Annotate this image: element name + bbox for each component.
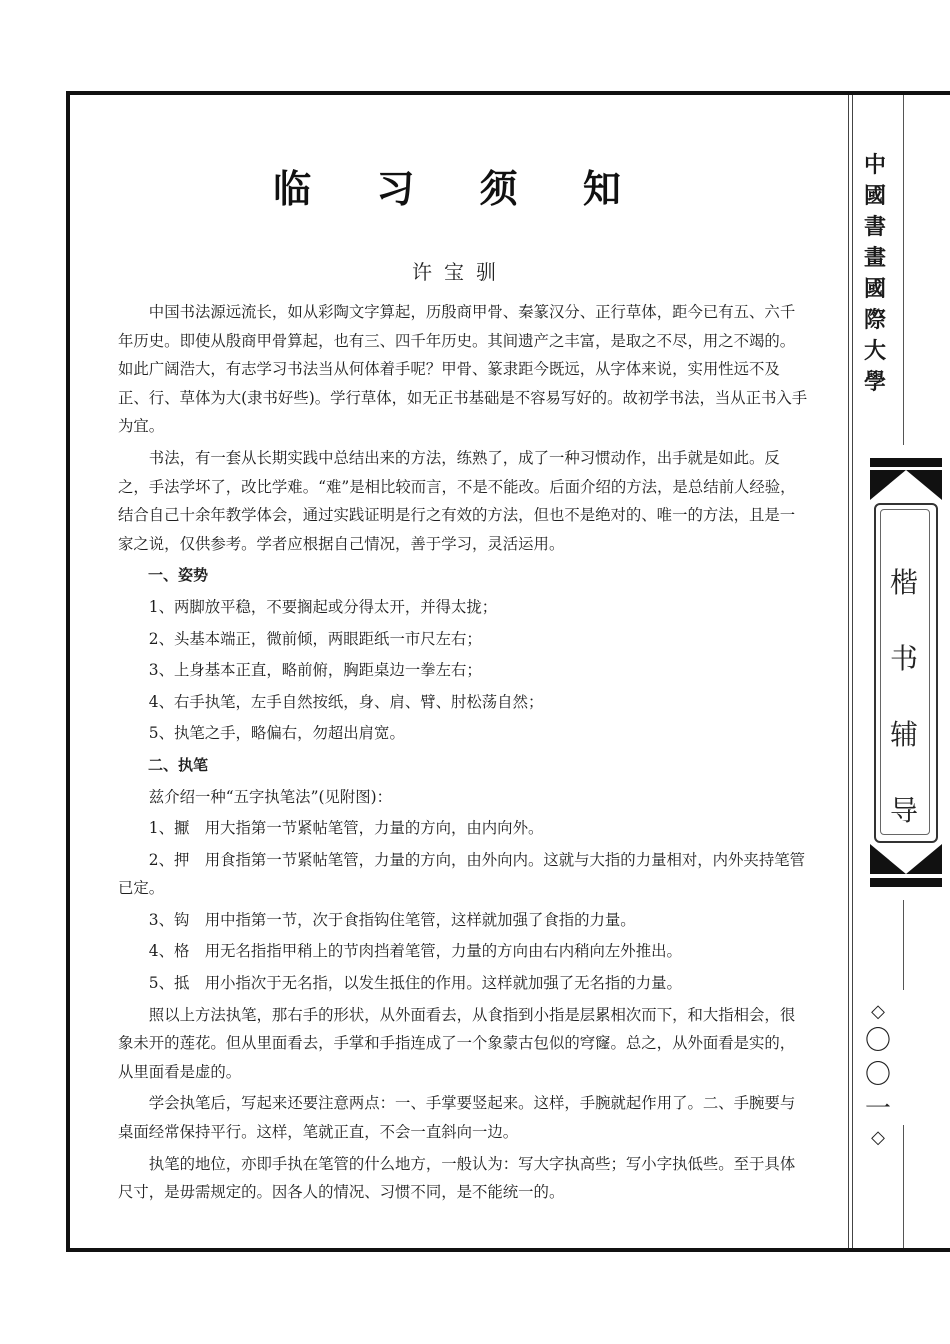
page-number-digit: 〇 bbox=[864, 1026, 891, 1056]
category-char: 辅 bbox=[889, 718, 918, 751]
page-number-digit: 〇 bbox=[864, 1060, 891, 1090]
institution-char: 際 bbox=[863, 308, 886, 333]
intro-paragraph: 中国书法源远流长，如从彩陶文字算起，历殷商甲骨、秦篆汉分、正行草体，距今已有五、六千年历史。即使从殷商甲骨算起，也有三、四千年历史。其间遗产之丰富，是取之不尽，用之不竭的。如此广阔浩大，有志学习书法当从何体着手呢？甲骨、篆隶距今既远，从字体来说，实用性远不及正、行、草体为大(隶书好些)。学行草体，如无正书基础是不容易写好的。故初学书法，当从正书入手为宜。 bbox=[118, 303, 808, 436]
section-intro: 兹介绍一种“五字执笔法”(见附图)： bbox=[148, 787, 393, 806]
category-wedge-top bbox=[870, 470, 942, 500]
list-item: 5、抵 用小指次于无名指，以发生抵住的作用。这样就加强了无名指的力量。 bbox=[148, 974, 682, 993]
institution-char: 畫 bbox=[863, 246, 886, 271]
article-body bbox=[118, 298, 808, 1207]
institution-char: 書 bbox=[863, 215, 886, 240]
side-band-rule bbox=[848, 95, 849, 1248]
list-item: 3、上身基本正直，略前俯，胸距桌边一拳左右； bbox=[148, 661, 482, 680]
list-item: 3、钩 用中指第一节，次于食指钩住笔管，这样就加强了食指的力量。 bbox=[148, 910, 636, 929]
side-band-divider bbox=[903, 1125, 904, 1248]
institution-char: 國 bbox=[863, 277, 886, 302]
list-item: 5、执笔之手，略偏右，勿超出肩宽。 bbox=[148, 724, 405, 743]
institution-char: 學 bbox=[863, 370, 886, 395]
page-number-digit: 一 bbox=[864, 1094, 891, 1124]
diamond-icon: ◇ bbox=[871, 1127, 885, 1148]
list-item: 4、右手执笔，左手自然按纸，身、肩、臂、肘松荡自然； bbox=[148, 692, 544, 711]
category-bar-top bbox=[870, 458, 942, 467]
category-char: 书 bbox=[889, 642, 918, 675]
intro-paragraph: 书法，有一套从长期实践中总结出来的方法，练熟了，成了一种习惯动作，出手就是如此。反之，手法学坏了，改比学难。“难”是相比较而言，不是不能改。后面介绍的方法，是总结前人经验，结合自己十余年教学体会，通过实践证明是行之有效的方法，但也不是绝对的、唯一的方法，且是一家之说，仅供参考。学者应根据自己情况，善于学习，灵活运用。 bbox=[118, 448, 796, 553]
body-paragraph: 执笔的地位，亦即手执在笔管的什么地方，一般认为：写大字执高些；写小字执低些。至于具体尺寸，是毋需规定的。因各人的情况、习惯不同，是不能统一的。 bbox=[118, 1154, 796, 1202]
institution-name bbox=[860, 150, 890, 398]
page-number bbox=[860, 1000, 896, 1150]
category-bar-bottom bbox=[870, 878, 942, 887]
institution-char: 中 bbox=[863, 153, 886, 178]
side-band-divider bbox=[903, 900, 904, 990]
section-heading: 一、姿势 bbox=[148, 566, 209, 585]
list-item: 4、格 用无名指指甲稍上的节肉挡着笔管，力量的方向由右内稍向左外推出。 bbox=[148, 942, 682, 961]
list-item: 1、两脚放平稳，不要搁起或分得太开，并得太拢； bbox=[148, 597, 498, 616]
page-frame-bottom bbox=[66, 1248, 950, 1252]
category-wedge-bottom bbox=[870, 844, 942, 874]
author-name: 许宝驯 bbox=[412, 260, 508, 284]
section-heading: 二、执笔 bbox=[148, 755, 209, 774]
body-paragraph: 学会执笔后，写起来还要注意两点：一、手掌要竖起来。这样，手腕就起作用了。二、手腕要与桌面经常保持平行。这样，笔就正直，不会一直斜向一边。 bbox=[118, 1094, 796, 1142]
page-title: 临 习 须 知 bbox=[273, 167, 647, 211]
page-frame-left bbox=[66, 91, 70, 1252]
category-char: 楷 bbox=[889, 566, 918, 599]
body-paragraph: 照以上方法执笔，那右手的形状，从外面看去，从食指到小指是层累相次而下，和大指相会，很象未开的莲花。但从里面看去，手掌和手指连成了一个象蒙古包似的穹窿。总之，从外面看是实的，从里面看是虚的。 bbox=[118, 1005, 796, 1081]
list-item: 2、头基本端正，微前倾，两眼距纸一市尺左右； bbox=[148, 629, 482, 648]
side-band-divider bbox=[903, 95, 904, 445]
page-frame-top bbox=[66, 91, 950, 95]
diamond-icon: ◇ bbox=[871, 1001, 885, 1022]
institution-char: 國 bbox=[863, 184, 886, 209]
category-char: 导 bbox=[889, 794, 918, 827]
list-item: 1、擫 用大指第一节紧帖笔管，力量的方向，由内向外。 bbox=[148, 819, 544, 838]
category-label bbox=[880, 545, 928, 849]
list-item: 2、押 用食指第一节紧帖笔管，力量的方向，由外向内。这就与大指的力量相对，内外夹持笔管已定。 bbox=[118, 850, 805, 898]
institution-char: 大 bbox=[863, 339, 886, 364]
side-band-rule-inner bbox=[852, 95, 853, 1248]
